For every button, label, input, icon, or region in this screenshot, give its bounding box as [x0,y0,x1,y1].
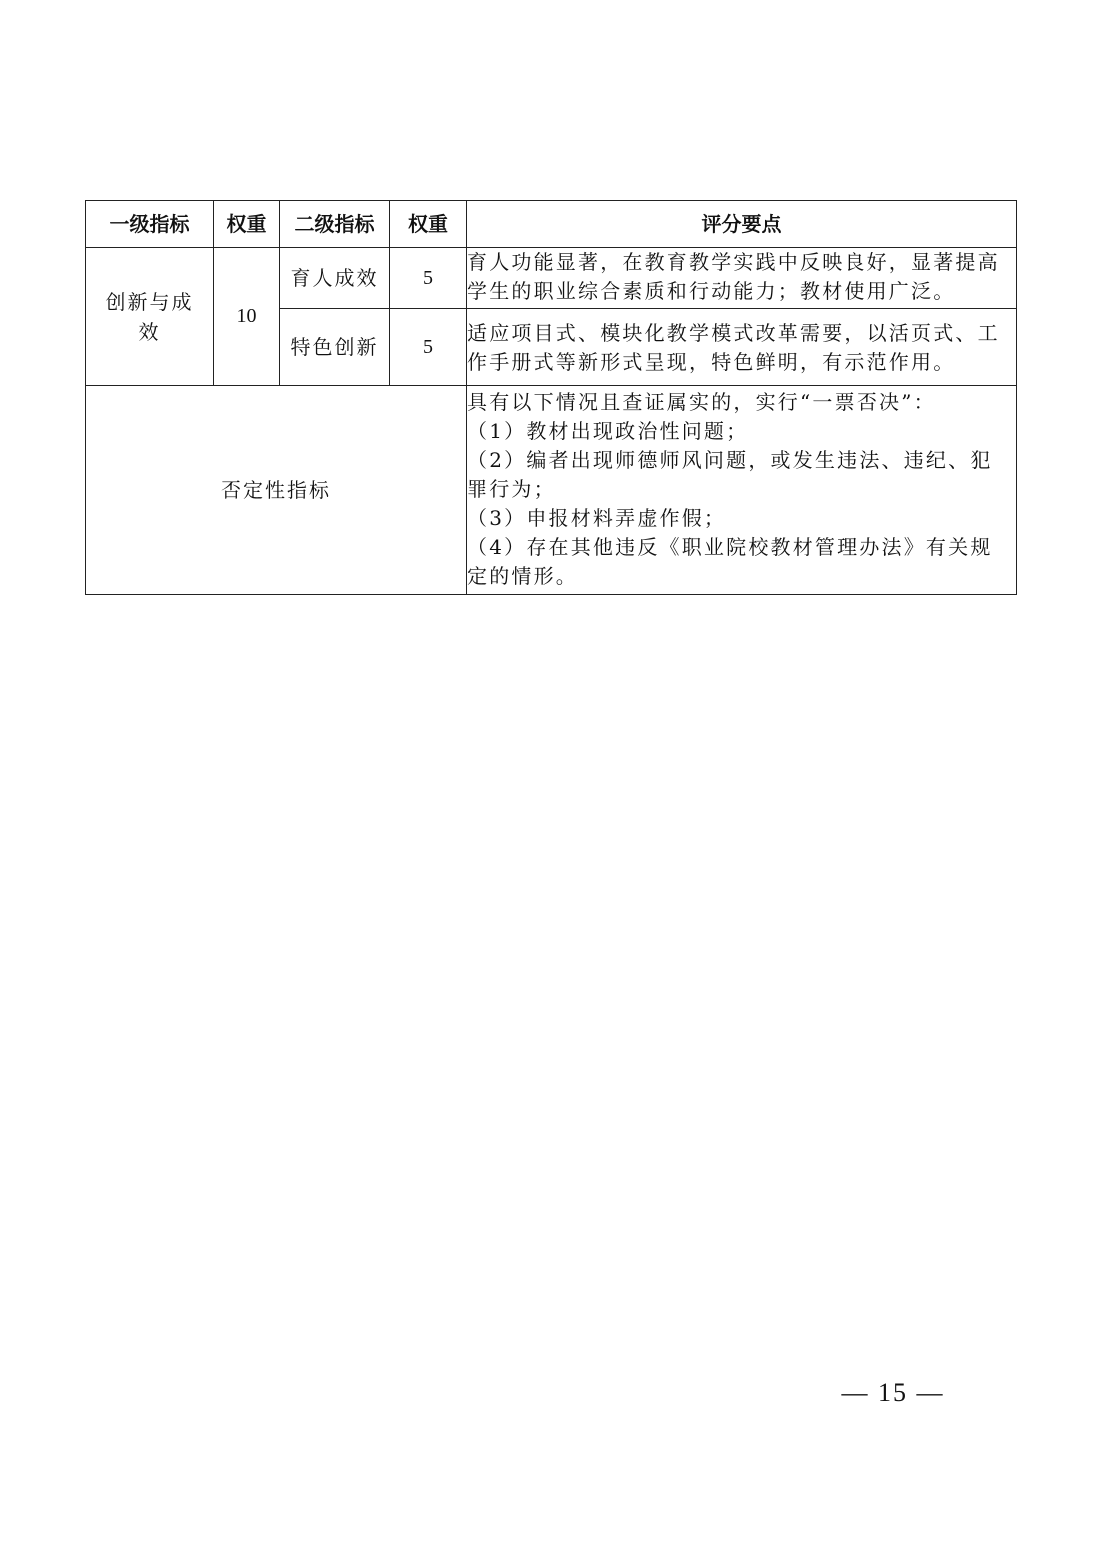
level1-label: 创新与成效 [105,289,194,344]
points-line: （3）申报材料弄虚作假； [467,506,727,530]
points-line: （1）教材出现政治性问题； [467,419,749,443]
negative-points-cell [467,386,1017,595]
level2-label: 育人成效 [280,248,390,309]
points-line: 适应项目式、模块化教学模式改革需要，以活页式、工 [467,321,1000,345]
points-line: 定的情形。 [467,564,578,588]
points-line: 学生的职业综合素质和行动能力；教材使用广泛。 [467,279,956,303]
table-row-negative [86,386,1017,595]
table-header-row [86,201,1017,248]
page-number: — 15 — [841,1378,945,1407]
points-line: 作手册式等新形式呈现，特色鲜明，有示范作用。 [467,350,956,374]
table-row [86,248,1017,309]
level2-weight: 5 [390,309,467,386]
level1-weight: 10 [214,248,280,386]
points-line: 育人功能显著，在教育教学实践中反映良好，显著提高 [467,250,1000,274]
points-line: （2）编者出现师德师风问题，或发生违法、违纪、犯 [467,448,993,472]
level1-cell [86,248,214,386]
points-line: 罪行为； [467,477,556,501]
level2-weight: 5 [390,248,467,309]
points-cell [467,309,1017,386]
header-weight2: 权重 [390,201,467,248]
header-points: 评分要点 [467,201,1017,248]
evaluation-table [85,200,1017,595]
points-line: （4）存在其他违反《职业院校教材管理办法》有关规 [467,535,993,559]
points-line: 具有以下情况且查证属实的，实行“一票否决”： [467,390,936,414]
header-level1: 一级指标 [86,201,214,248]
points-cell [467,248,1017,309]
level2-label: 特色创新 [280,309,390,386]
header-weight1: 权重 [214,201,280,248]
header-level2: 二级指标 [280,201,390,248]
negative-label: 否定性指标 [86,386,467,595]
